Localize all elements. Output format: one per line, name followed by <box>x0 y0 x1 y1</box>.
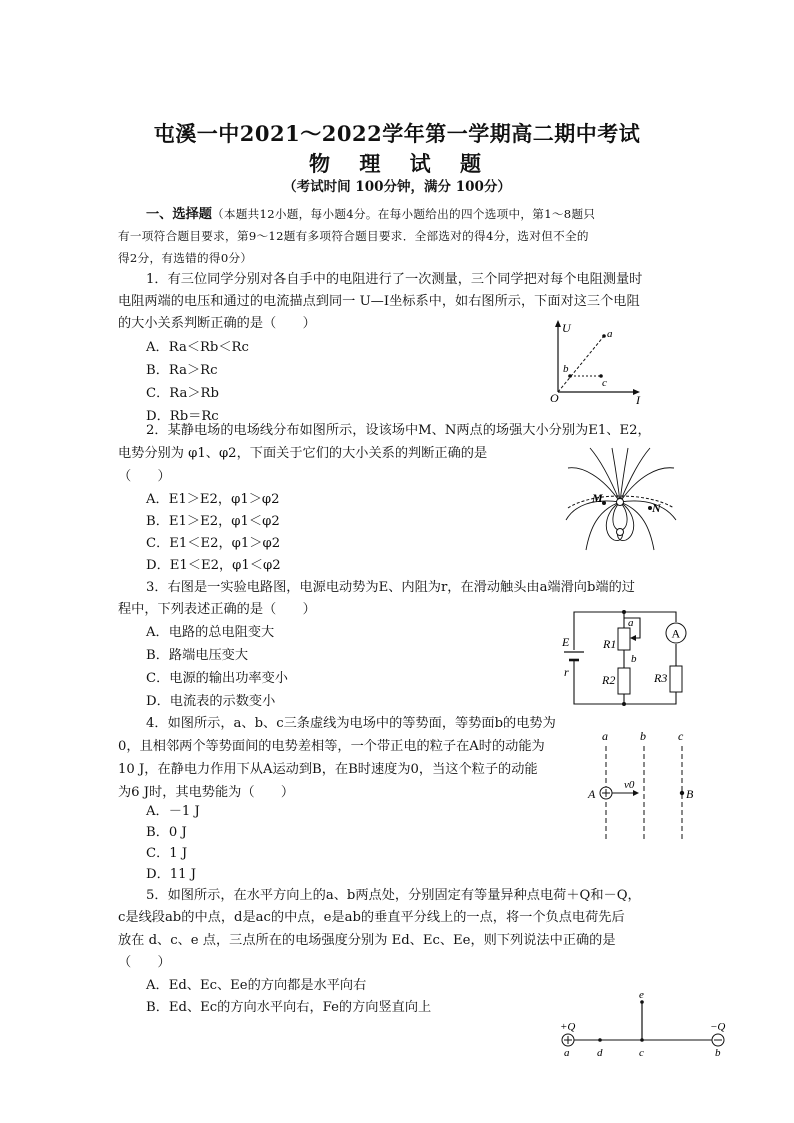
q1-option-d: D．Rb＝Rc <box>146 409 219 424</box>
ammeter-label: A <box>671 626 681 641</box>
line-b-label: b <box>640 729 646 743</box>
label-plus-q: +Q <box>560 1021 576 1033</box>
q1-stem-2: 电阻两端的电压和通过的电流描点到同一 U—I坐标系中，如右图所示，下面对这三个电阻 <box>118 294 640 309</box>
q3-option-a: A．电路的总电阻变大 <box>146 625 275 640</box>
point-b-marker <box>680 791 684 795</box>
label-n: N <box>652 501 661 515</box>
q2-stem-2: 电势分别为 φ1、φ2，下面关于它们的大小关系的判断正确的是 <box>118 446 488 461</box>
label-a: a <box>564 1047 570 1059</box>
ui-x-label: I <box>636 393 640 404</box>
section-intro-line-1 <box>146 203 595 226</box>
q2-stem-1: 2．某静电场的电场线分布如图所示，设该场中M、N两点的场强大小分别为E1、E2， <box>146 423 651 438</box>
point-c <box>640 1038 644 1042</box>
resistor-r2 <box>618 668 630 694</box>
q4-option-a: A．－1 J <box>146 804 200 819</box>
label-slider-a: a <box>628 617 634 629</box>
label-r1: R1 <box>603 637 617 651</box>
q5-stem-3: 放在 d、c、e 点，三点所在的电场强度分别为 Ed、Ec、Ee，则下列说法中正确的是 <box>118 933 616 948</box>
q2-option-d: D．E1＜E2，φ1＜φ2 <box>146 558 281 573</box>
q2-option-c: C．E1＜E2，φ1＞φ2 <box>146 536 281 551</box>
resistor-r3 <box>670 666 682 692</box>
q1-stem-3: 的大小关系判断正确的是（ ） <box>118 316 316 331</box>
q5-stem-4: （ ） <box>118 955 171 970</box>
charge-top <box>617 499 624 506</box>
exam-info: （考试时间 100分钟，满分 100分） <box>283 179 511 195</box>
line-c-label: c <box>678 729 684 743</box>
q3-option-d: D．电流表的示数变小 <box>146 694 276 709</box>
section-intro-text: （本题共12小题，每小题4分。在每小题给出的四个选项中，第1～8题只 <box>211 207 596 221</box>
q5-stem-1: 5．如图所示，在水平方向上的a、b两点处，分别固定有等量异种点电荷＋Q和－Q， <box>146 888 641 903</box>
q4-stem-4: 为6 J时，其电势能为（ ） <box>118 785 295 800</box>
ui-label-c: c <box>602 377 607 389</box>
resistor-r1 <box>618 628 630 650</box>
q5-option-a: A．Ed、Ec、Ee的方向都是水平向右 <box>146 978 367 993</box>
point-b-label: B <box>686 787 694 801</box>
field-lines-figure <box>562 446 680 554</box>
charges-figure <box>552 990 736 1060</box>
label-slider-b: b <box>631 653 637 665</box>
charge-bottom <box>617 529 624 536</box>
label-r: r <box>564 665 569 679</box>
subject-title: 物 理 试 题 <box>309 151 485 176</box>
section-label: 一、选择题 <box>146 207 212 222</box>
velocity-label: v0 <box>624 779 635 791</box>
ui-label-b: b <box>563 363 569 375</box>
slider-arrow <box>630 635 636 641</box>
q1-option-a: A．Ra＜Rb＜Rc <box>146 340 249 355</box>
q3-option-b: B．路端电压变大 <box>146 648 249 663</box>
q1-option-c: C．Ra＞Rb <box>146 386 219 401</box>
ui-y-arrow <box>555 320 561 327</box>
q4-stem-3: 10 J，在静电力作用下从A运动到B，在B时速度为0，当这个粒子的动能 <box>118 762 538 777</box>
q4-option-d: D．11 J <box>146 867 197 882</box>
label-e: e <box>639 990 644 1001</box>
ui-point-b <box>568 374 572 378</box>
q4-stem-1: 4．如图所示，a、b、c三条虚线为电场中的等势面，等势面b的电势为 <box>146 716 556 731</box>
junction-top <box>622 610 626 614</box>
ui-graph-figure <box>540 318 650 404</box>
q1-option-b: B．Ra＞Rc <box>146 363 218 378</box>
label-e: E <box>562 635 570 649</box>
section-intro-line-2: 有一项符合题目要求，第9～12题有多项符合题目要求．全部选对的得4分，选对但不全的 <box>118 229 589 243</box>
line-a-label: a <box>602 729 608 743</box>
label-d: d <box>597 1047 603 1059</box>
junction-bottom <box>622 702 626 706</box>
q2-option-a: A．E1＞E2，φ1＞φ2 <box>146 492 280 507</box>
label-r2: R2 <box>602 673 616 687</box>
label-m: M <box>592 491 603 505</box>
q2-option-b: B．E1＞E2，φ1＜φ2 <box>146 514 280 529</box>
q3-option-c: C．电源的输出功率变小 <box>146 671 288 686</box>
circuit-figure <box>560 604 688 710</box>
ui-point-a <box>602 334 606 338</box>
point-d <box>598 1038 602 1042</box>
q4-option-c: C．1 J <box>146 846 188 861</box>
ui-origin-label: O <box>550 391 559 404</box>
q4-stem-2: 0，且相邻两个等势面间的电势差相等，一个带正电的粒子在A时的动能为 <box>118 739 545 754</box>
point-a-label: A <box>588 787 596 801</box>
label-b: b <box>715 1047 721 1059</box>
q4-option-b: B．0 J <box>146 825 187 840</box>
label-c: c <box>639 1047 644 1059</box>
label-minus-q: −Q <box>710 1021 726 1033</box>
exam-title: 屯溪一中2021～2022学年第一学期高二期中考试 <box>153 121 641 146</box>
q1-stem-1: 1．有三位同学分别对各自手中的电阻进行了一次测量，三个同学把对每个电阻测量时 <box>146 272 643 287</box>
q3-stem-1: 3．右图是一实验电路图，电源电动势为E、内阻为r，在滑动触头由a端滑向b端的过 <box>146 580 635 595</box>
ui-y-label: U <box>562 321 571 335</box>
label-r3: R3 <box>654 671 668 685</box>
q5-stem-2: c是线段ab的中点，d是ac的中点，e是ab的垂直平分线上的一点，将一个负点电荷先后 <box>118 910 625 925</box>
q3-stem-2: 程中，下列表述正确的是（ ） <box>118 602 316 617</box>
q2-stem-3: （ ） <box>118 469 171 484</box>
ui-label-a: a <box>607 328 613 340</box>
q5-option-b: B．Ed、Ec的方向水平向右，Fe的方向竖直向上 <box>146 1000 432 1015</box>
section-intro-line-3: 得2分，有选错的得0分） <box>118 251 253 265</box>
equipotential-figure <box>582 726 698 844</box>
